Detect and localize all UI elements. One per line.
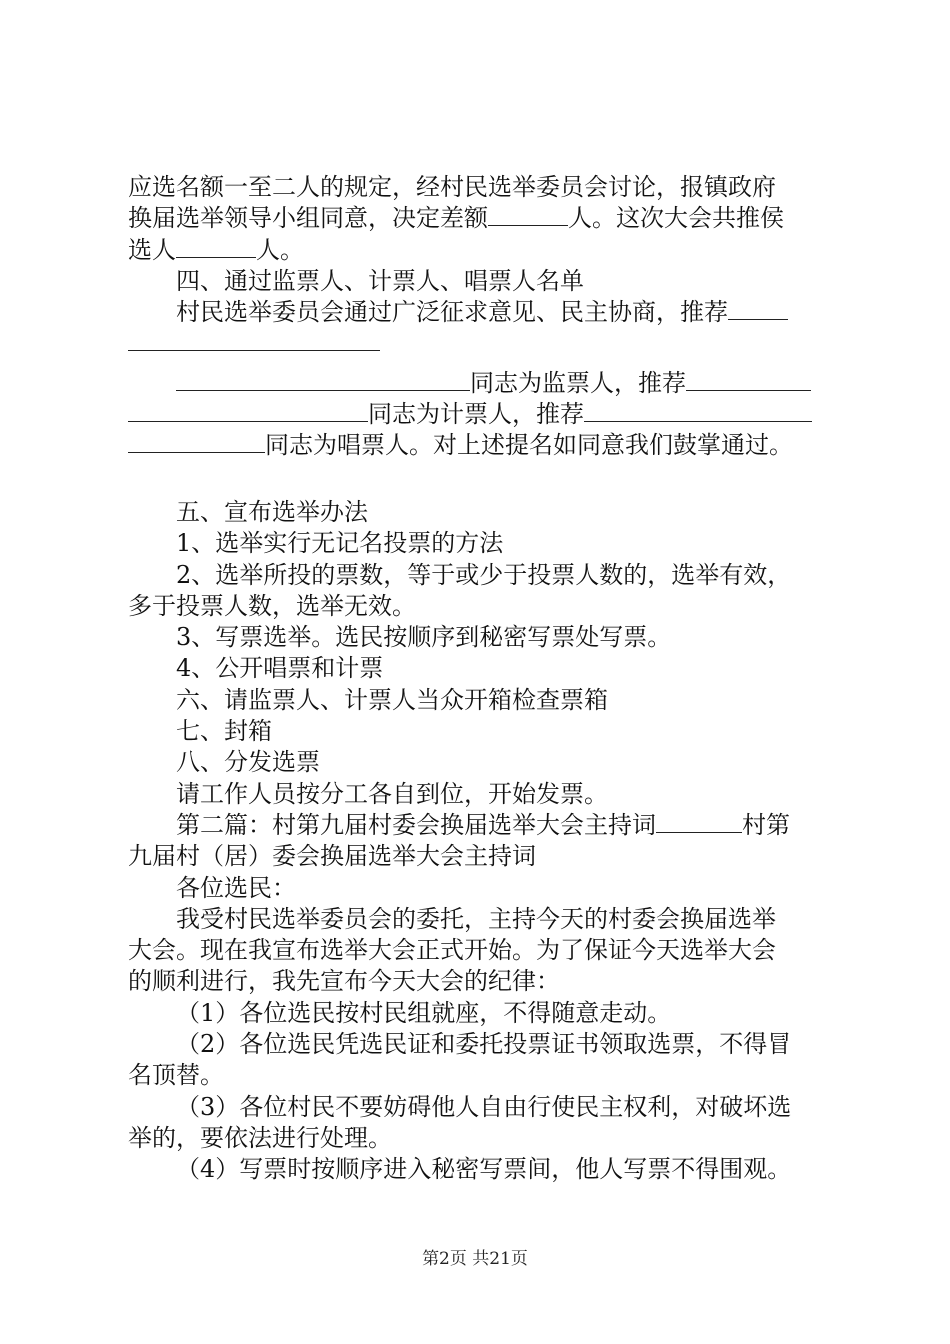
spacer [128, 462, 834, 493]
list-item: 4、公开唱票和计票 [176, 654, 384, 683]
page-number: 第2页 共21页 [422, 1249, 528, 1269]
list-item: （1）各位选民按村民组就座，不得随意走动。 [176, 998, 672, 1027]
text-line: 同志为唱票人。对上述提名如同意我们鼓掌通过。 [128, 430, 834, 461]
text-line: 举的，要依法进行处理。 [128, 1123, 392, 1152]
text-line: 多于投票人数，选举无效。 [128, 591, 416, 620]
list-item: 2、选举所投的票数，等于或少于投票人数的，选举有效， [176, 560, 792, 589]
section-heading: 六、请监票人、计票人当众开箱检查票箱 [176, 685, 608, 714]
blank-line [584, 401, 812, 422]
blank-line [176, 370, 470, 391]
text-line: 请工作人员按分工各自到位，开始发票。 [176, 779, 608, 808]
text-line: 我受村民选举委员会的委托，主持今天的村委会换届选举 [176, 904, 776, 933]
text-line: 同志为监票人，推荐 [128, 368, 834, 399]
text-line: 村民选举委员会通过广泛征求意见、民主协商，推荐 [128, 297, 834, 328]
blank-line [686, 370, 811, 391]
text-line: 应选名额一至二人的规定，经村民选举委员会讨论，报镇政府 [128, 173, 776, 201]
blank-line [128, 401, 368, 422]
section-heading: 四、通过监票人、计票人、唱票人名单 [176, 266, 584, 295]
text-line: 选人 人。 [128, 235, 304, 264]
list-item: 1、选举实行无记名投票的方法 [176, 529, 504, 558]
text-line: 的顺利进行，我先宣布今天大会的纪律： [128, 967, 560, 996]
list-item: （2）各位选民凭选民证和委托投票证书领取选票，不得冒 [176, 1030, 792, 1059]
blank-line [128, 432, 265, 453]
list-item: （4）写票时按顺序进入秘密写票间，他人写票不得围观。 [176, 1155, 792, 1184]
section-heading: 五、宣布选举办法 [176, 497, 368, 526]
blank-line [176, 237, 256, 258]
list-item: 3、写票选举。选民按顺序到秘密写票处写票。 [176, 623, 672, 652]
blank-line [488, 205, 568, 226]
section-heading: 七、封箱 [176, 717, 272, 746]
text-line: 换届选举领导小组同意，决定差额 人。这次大会共推侯 [128, 204, 784, 233]
blank-line [128, 330, 380, 351]
text-line: 名顶替。 [128, 1061, 224, 1090]
part-title: 九届村（居）委会换届选举大会主持词 [128, 842, 536, 871]
part-title: 第二篇：村第九届村委会换届选举大会主持词 村第 [176, 810, 790, 839]
blank-line [656, 812, 742, 833]
document-body [128, 172, 834, 1186]
text-line [128, 328, 834, 359]
section-heading: 八、分发选票 [176, 748, 320, 777]
greeting: 各位选民： [176, 873, 296, 902]
blank-line [728, 299, 788, 320]
text-line: 同志为计票人，推荐 [128, 399, 834, 430]
list-item: （3）各位村民不要妨碍他人自由行使民主权利，对破坏选 [176, 1092, 792, 1121]
text-line: 大会。现在我宣布选举大会正式开始。为了保证今天选举大会 [128, 936, 776, 965]
